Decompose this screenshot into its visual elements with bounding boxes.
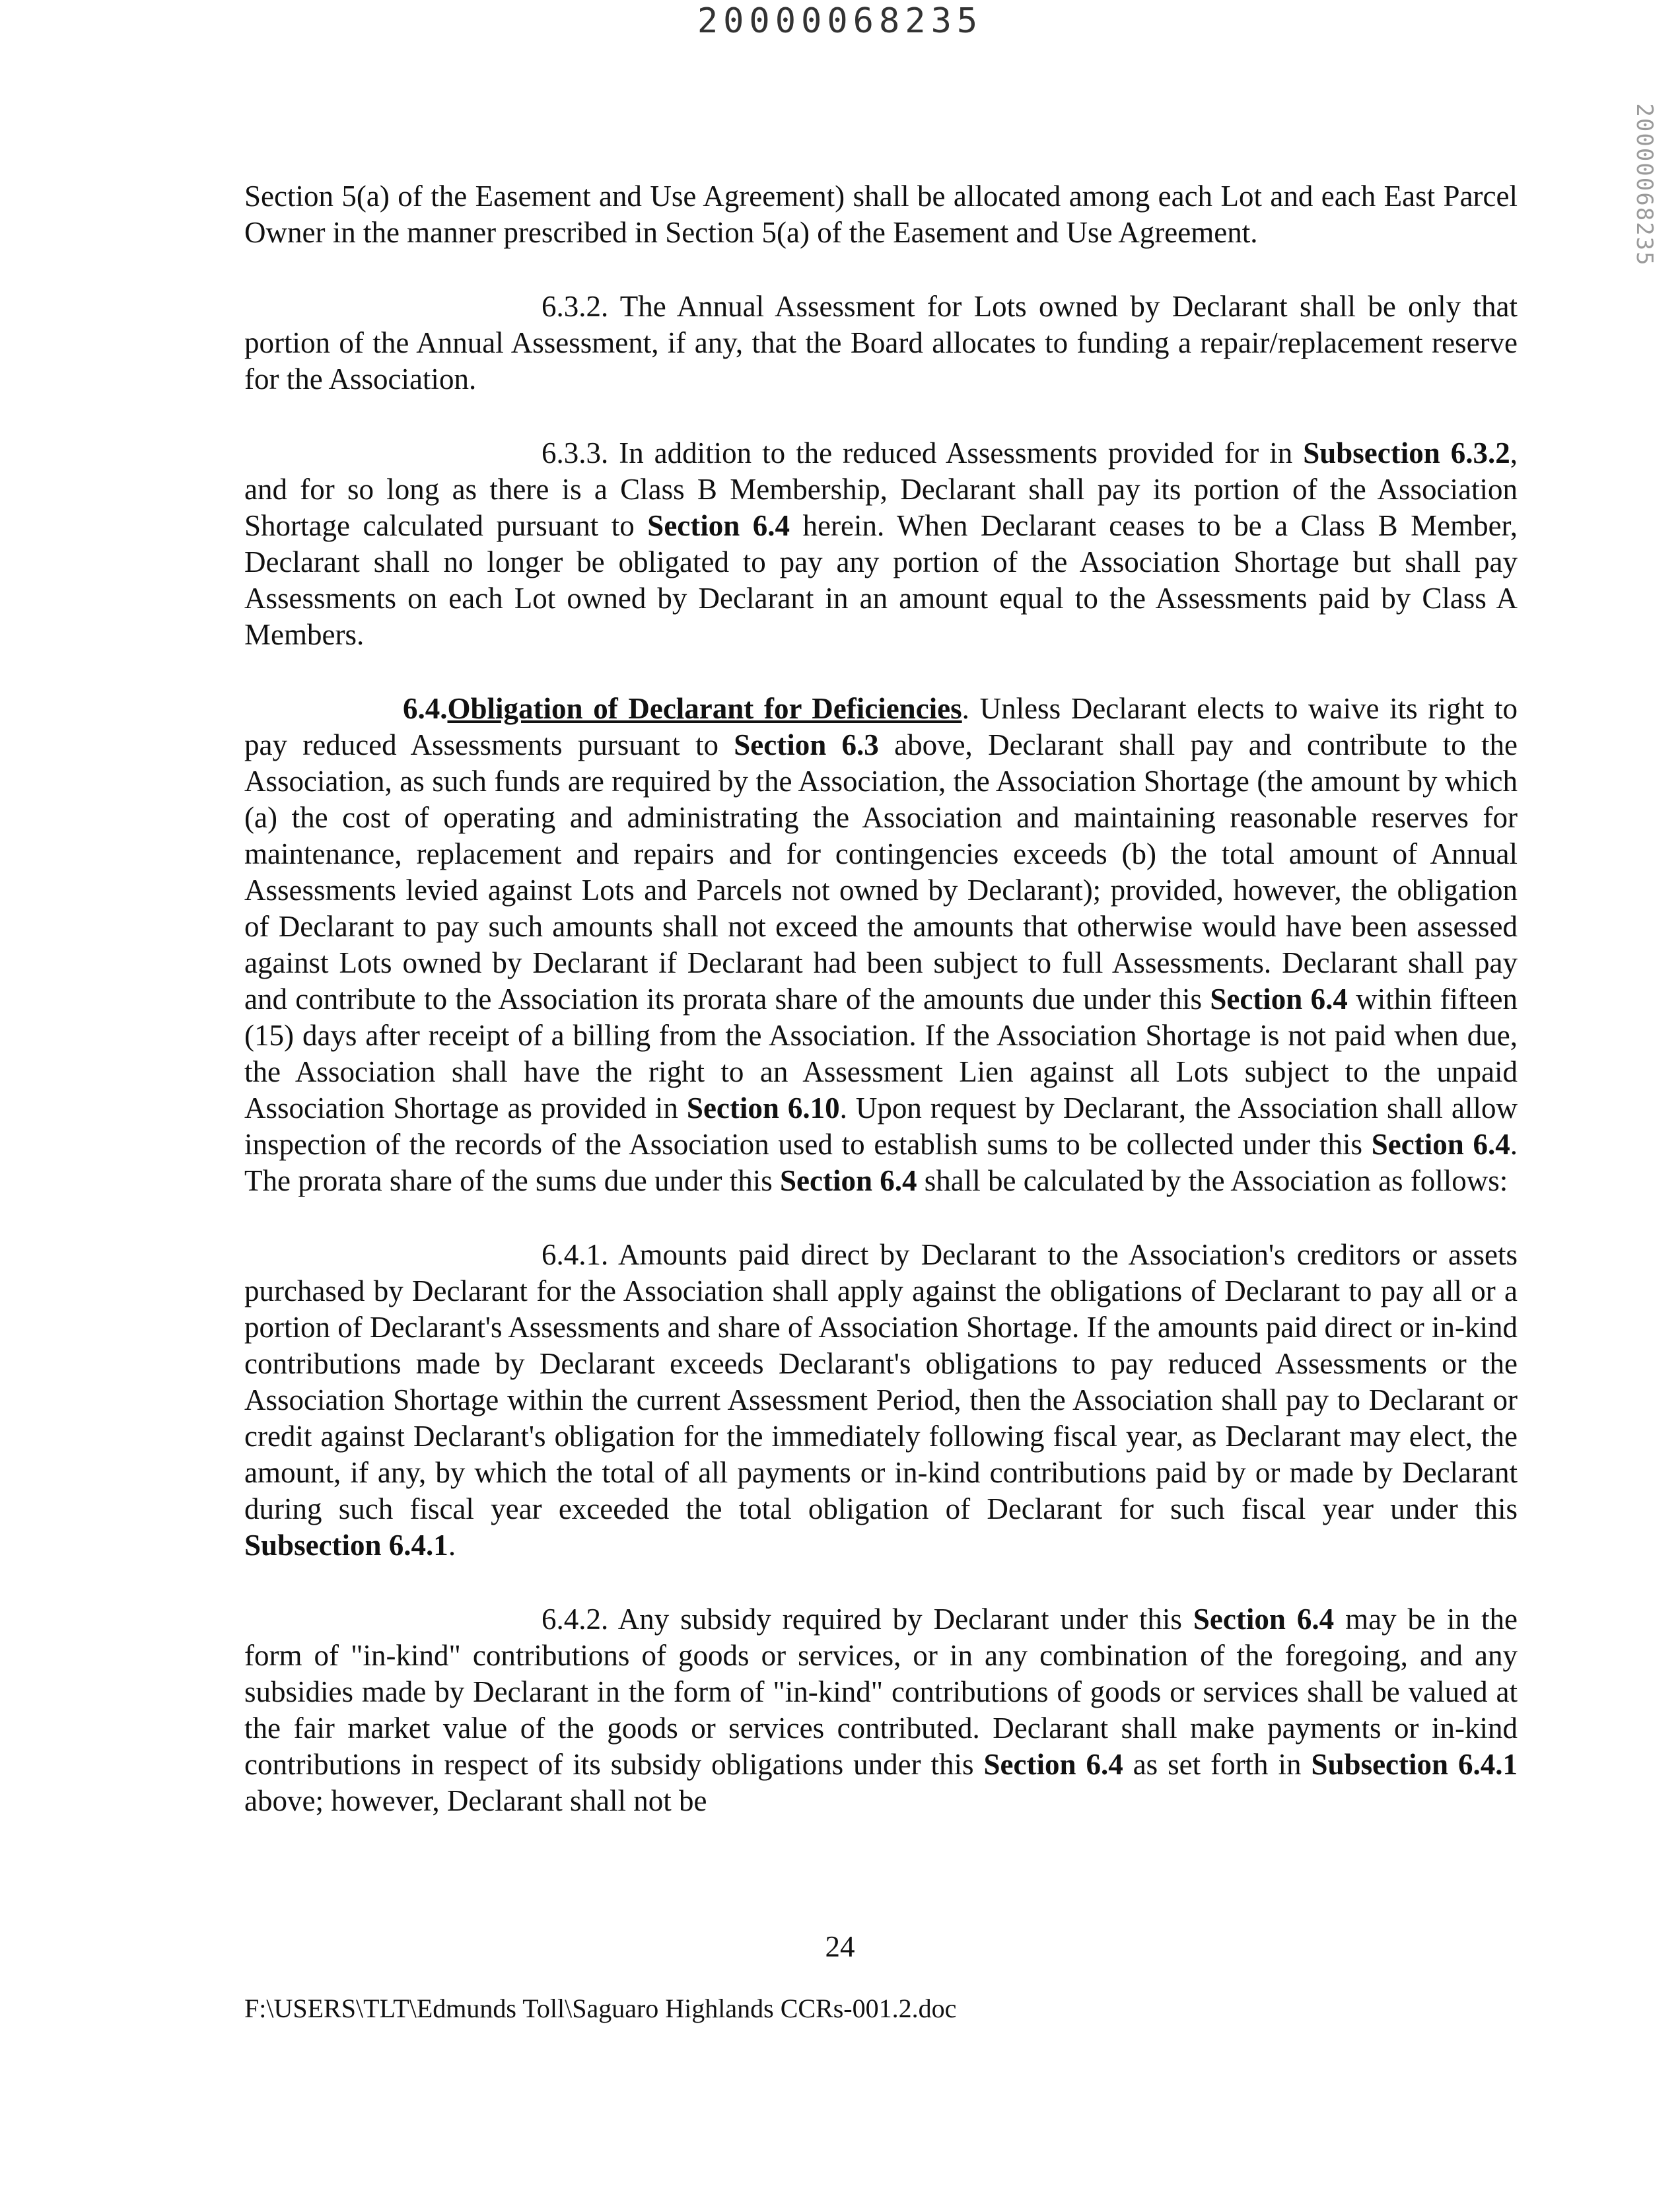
- subsection-reference: Subsection 6.4.1: [244, 1529, 448, 1562]
- subsection-reference: Subsection 6.4.1: [1311, 1748, 1518, 1781]
- paragraph-6-4-2: [244, 1601, 1518, 1819]
- section-number: 6.4.: [403, 692, 448, 725]
- paragraph-text: may be in the form of "in-kind" contributions of goods or services, or in any combination of the foregoing, and any subsidies made by Declarant in the form of "in-kind" contributions of goods or services shall be valued at the fair market value of the goods or services contributed. Declarant shall make payments or in-kind contributions in respect of its subsidy obligations under this: [244, 1603, 1518, 1781]
- side-stamp-text: 20000068235: [1631, 103, 1658, 267]
- paragraph-text: above; however, Declarant shall not be: [244, 1784, 707, 1817]
- paragraph-text: herein. When Declarant ceases to be a Class B Member, Declarant shall no longer be obligated to pay any portion of the Association Shortage but shall pay Assessments on each Lot owned by Declarant in an amount equal to the Assessments paid by Class A Members.: [244, 509, 1518, 651]
- paragraph-6-3-3: [244, 435, 1518, 653]
- section-reference: Section 6.4: [1371, 1128, 1510, 1161]
- paragraph-text: . The prorata share of the sums due under this: [244, 1128, 1518, 1197]
- paragraph-6-4-1: [244, 1237, 1518, 1564]
- paragraph-text: .: [448, 1529, 456, 1562]
- paragraph-section-5a-continuation: [244, 178, 1518, 251]
- paragraph-text: within fifteen (15) days after receipt of a billing from the Association. If the Association Shortage is not paid when due, the Association shall have the right to an Assessment Lien against all Lots subject to the unpaid Association Shortage as provided in: [244, 983, 1518, 1125]
- paragraph-text: . Upon request by Declarant, the Association shall allow inspection of the records of the Association used to establish sums to be collected under this: [244, 1092, 1518, 1161]
- document-body: [244, 178, 1518, 1857]
- side-document-stamp: [1631, 66, 1658, 304]
- paragraph-text: 6.4.1. Amounts paid direct by Declarant to the Association's creditors or assets purchased by Declarant for the Association shall apply against the obligations of Declarant to pay all or a portion of Declarant's Assessments and share of Association Shortage. If the amounts paid direct or in-kind contributions made by Declarant exceeds Declarant's obligations to pay reduced Assessments or the Association Shortage within the current Assessment Period, then the Association shall pay to Declarant or credit against Declarant's obligation for the immediately following fiscal year, as Declarant may elect, the amount, if any, by which the total of all payments or in-kind contributions paid by or made by Declarant during such fiscal year exceeded the total obligation of Declarant for such fiscal year under this: [244, 1238, 1518, 1525]
- paragraph-text: shall be calculated by the Association as follows:: [917, 1164, 1508, 1197]
- section-reference: Section 6.4: [1210, 983, 1348, 1016]
- paragraph-text: . Unless Declarant elects to waive its right to pay reduced Assessments pursuant to: [244, 692, 1518, 761]
- section-reference: Section 6.4: [780, 1164, 917, 1197]
- subsection-reference: Subsection 6.3.2: [1303, 436, 1510, 469]
- footer-file-path: F:\USERS\TLT\Edmunds Toll\Saguaro Highlands CCRs-001.2.doc: [244, 1994, 957, 2023]
- section-reference: Section 6.4: [1193, 1603, 1335, 1636]
- section-reference: Section 6.4: [983, 1748, 1123, 1781]
- document-number-stamp: 20000068235: [697, 1, 983, 41]
- paragraph-text: , and for so long as there is a Class B Membership, Declarant shall pay its portion of the Association Shortage calculated pursuant to: [244, 436, 1518, 542]
- paragraph-text: as set forth in: [1123, 1748, 1312, 1781]
- paragraph-6-4: [244, 691, 1518, 1199]
- section-reference: Section 6.3: [734, 728, 879, 761]
- paragraph-text: Section 5(a) of the Easement and Use Agreement) shall be allocated among each Lot and each East Parcel Owner in the manner prescribed in Section 5(a) of the Easement and Use Agreement.: [244, 180, 1518, 249]
- paragraph-text: 6.4.2. Any subsidy required by Declarant under this: [542, 1603, 1193, 1636]
- paragraph-text: 6.3.2. The Annual Assessment for Lots owned by Declarant shall be only that portion of the Annual Assessment, if any, that the Board allocates to funding a repair/replacement reserve for the Association.: [244, 290, 1518, 396]
- section-heading: Obligation of Declarant for Deficiencies: [447, 692, 962, 725]
- section-reference: Section 6.4: [647, 509, 790, 542]
- paragraph-6-3-2: [244, 289, 1518, 398]
- page-number: 24: [825, 1930, 855, 1963]
- paragraph-text: 6.3.3. In addition to the reduced Assessments provided for in: [542, 436, 1304, 469]
- paragraph-text: above, Declarant shall pay and contribute to the Association, as such funds are required by the Association, the Association Shortage (the amount by which (a) the cost of operating and administrating the Association and maintaining reasonable reserves for maintenance, replacement and repairs and for contingencies exceeds (b) the total amount of Annual Assessments levied against Lots and Parcels not owned by Declarant); provided, however, the obligation of Declarant to pay such amounts shall not exceed the amounts that otherwise would have been assessed against Lots owned by Declarant if Declarant had been subject to full Assessments. Declarant shall pay and contribute to the Association its prorata share of the amounts due under this: [244, 728, 1518, 1016]
- section-reference: Section 6.10: [686, 1092, 840, 1125]
